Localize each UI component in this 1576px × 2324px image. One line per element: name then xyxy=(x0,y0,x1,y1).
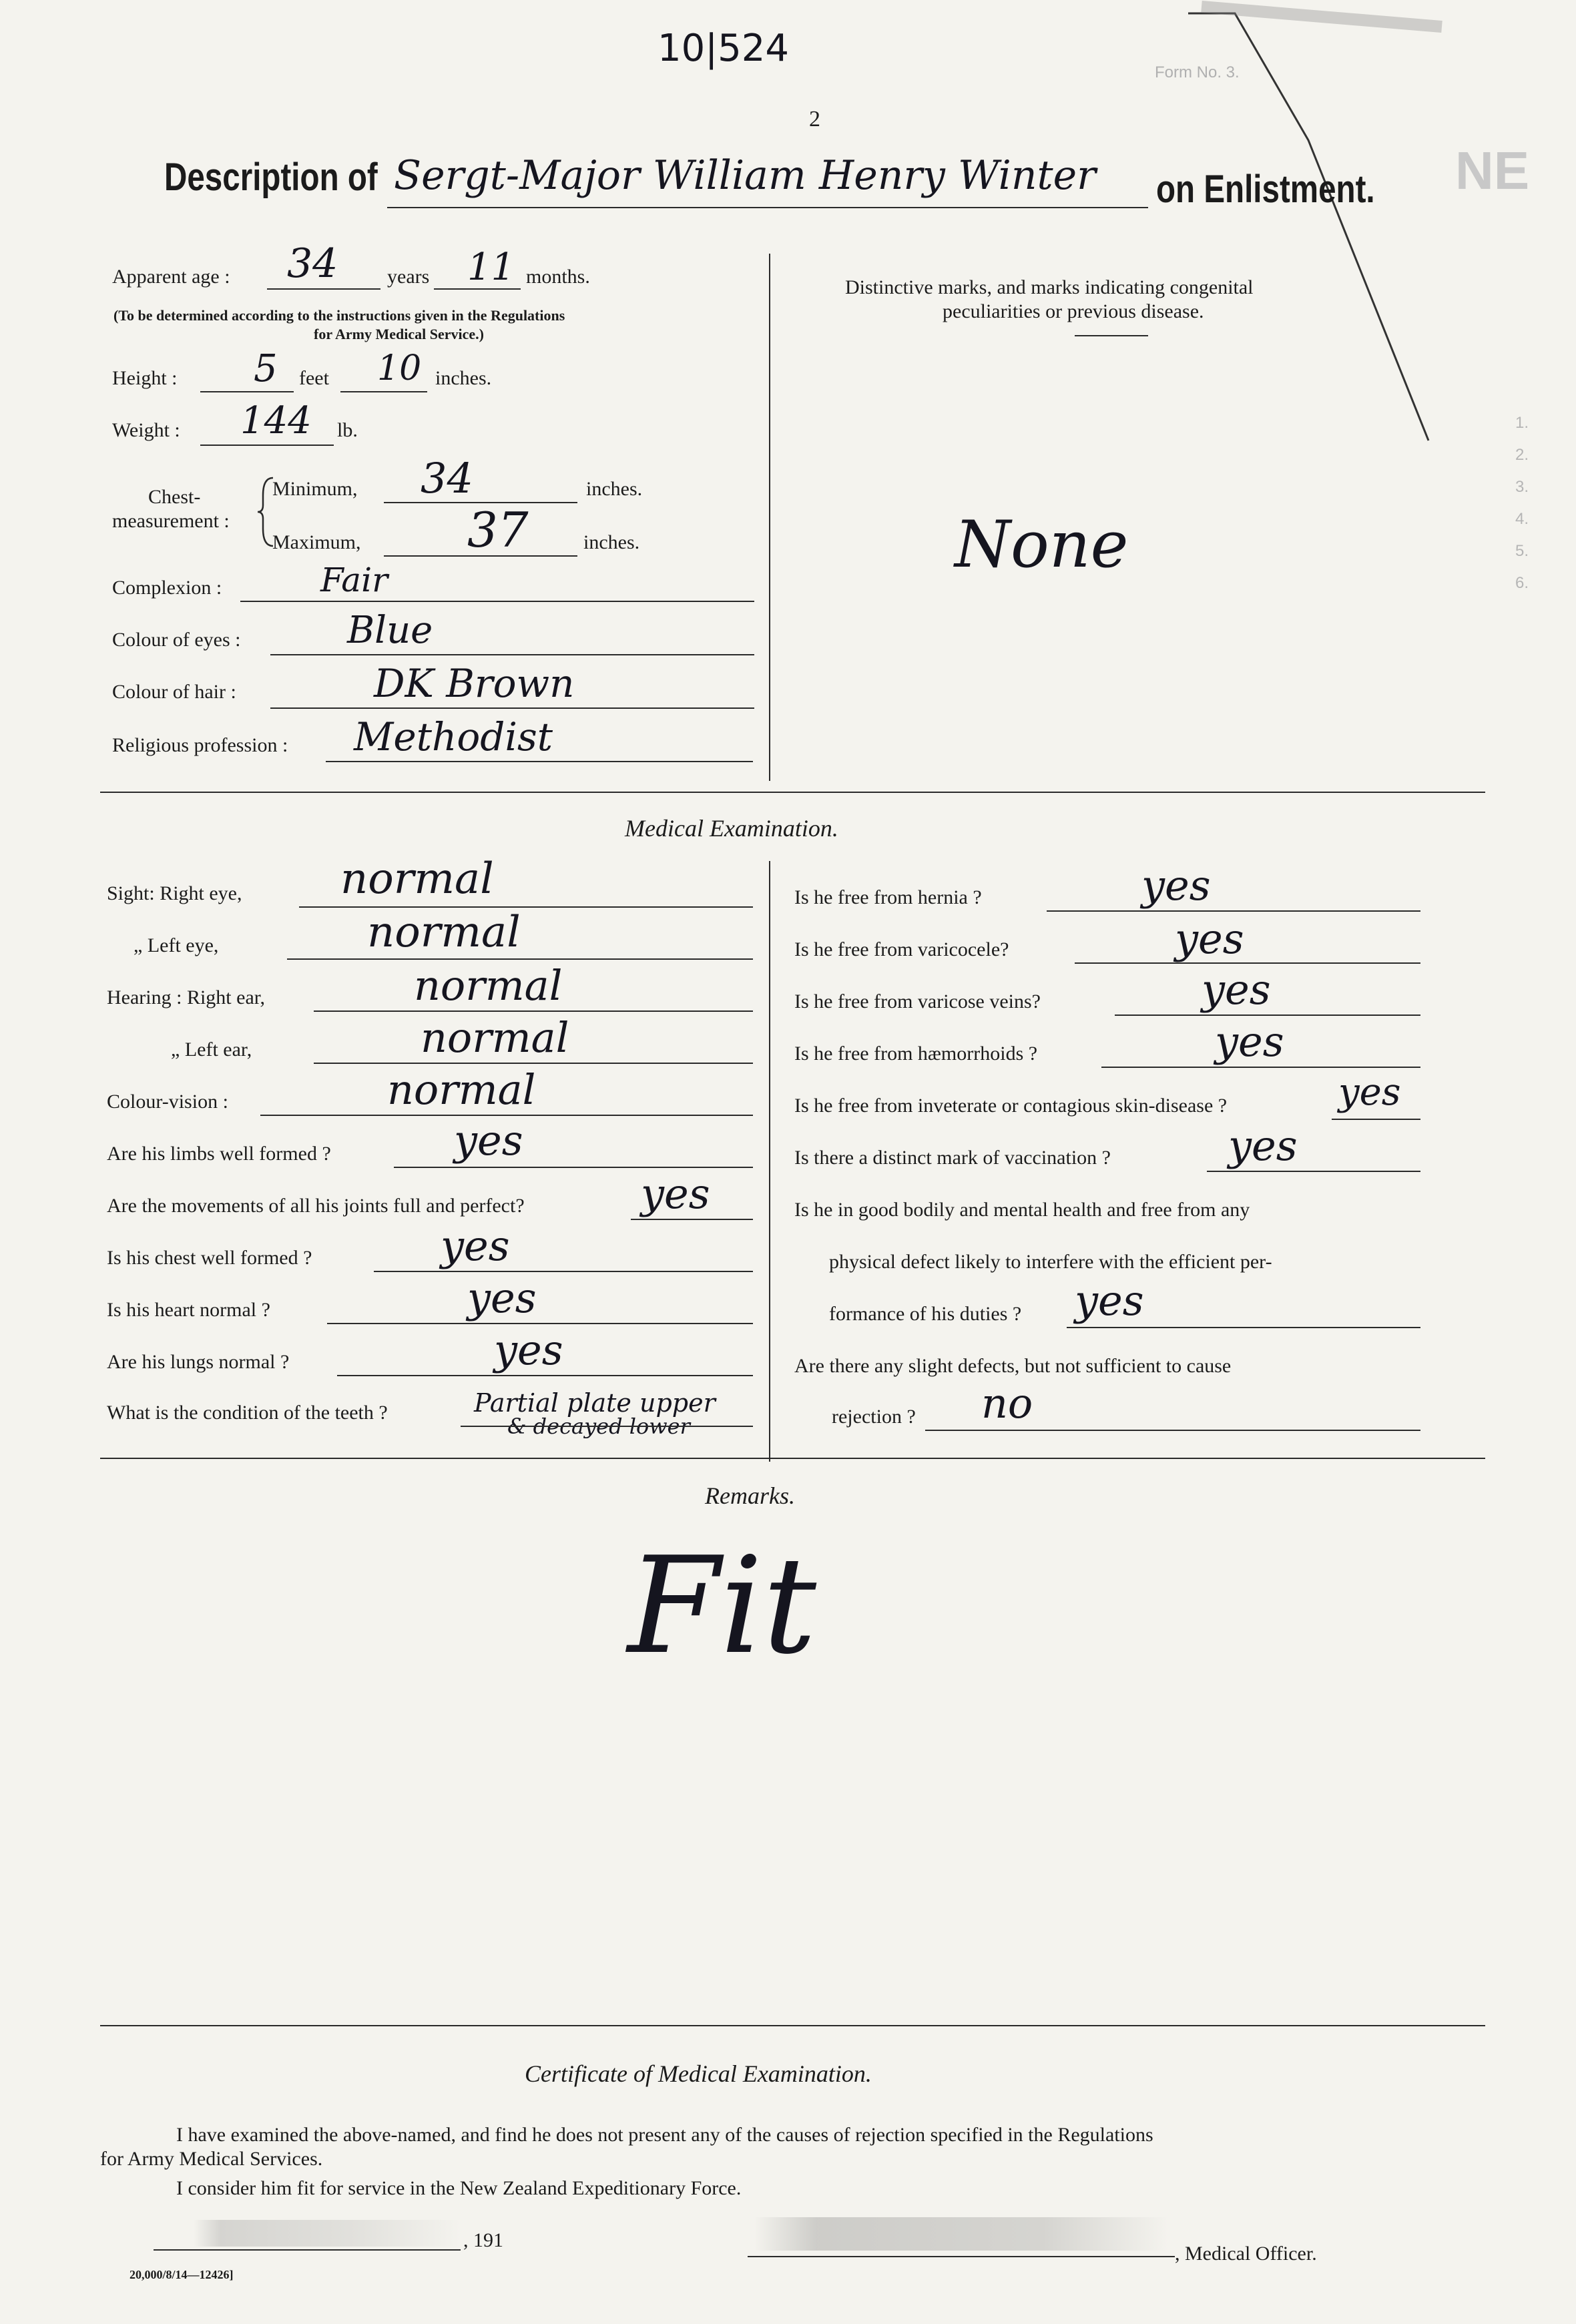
weight-label: Weight : xyxy=(112,419,180,441)
complexion-value: Fair xyxy=(320,561,388,599)
colour-vision-value: normal xyxy=(387,1065,536,1114)
chest-max-inches: inches. xyxy=(583,531,640,553)
joints-value: yes xyxy=(641,1169,710,1218)
distinctive-rule xyxy=(1075,335,1148,336)
age-months-line xyxy=(434,288,521,290)
eyes-line xyxy=(270,654,754,655)
vaccination-label: Is there a distinct mark of vaccination ? xyxy=(794,1147,1111,1169)
feet-label: feet xyxy=(299,367,329,389)
chest-label-2: measurement : xyxy=(112,510,230,532)
chest-max-line xyxy=(384,555,577,557)
chest-min: 34 xyxy=(421,454,473,503)
hearing-right-line xyxy=(314,1010,753,1012)
chest-min-label: Minimum, xyxy=(272,478,358,500)
lungs-line xyxy=(337,1375,753,1376)
lungs-value: yes xyxy=(494,1326,563,1374)
chest-min-inches: inches. xyxy=(586,478,643,500)
months-label: months. xyxy=(526,266,590,288)
hearing-right-value: normal xyxy=(414,961,563,1010)
height-feet: 5 xyxy=(254,347,278,390)
reference-number: 10|524 xyxy=(658,27,790,70)
varicose-value: yes xyxy=(1202,965,1271,1014)
hernia-value: yes xyxy=(1141,861,1211,910)
religion-line xyxy=(326,761,753,762)
varicose-line xyxy=(1115,1014,1420,1016)
age-months: 11 xyxy=(467,246,515,289)
chest-max: 37 xyxy=(467,502,529,558)
hernia-label: Is he free from hernia ? xyxy=(794,886,982,908)
health-question-1: Is he in good bodily and mental health and free from any xyxy=(794,1199,1250,1221)
defects-question-2: rejection ? xyxy=(832,1406,916,1428)
remarks-value: Fit xyxy=(627,1528,817,1684)
joints-line xyxy=(631,1219,753,1220)
weight-line xyxy=(200,445,334,446)
health-question-3: formance of his duties ? xyxy=(829,1303,1022,1325)
page-number: 2 xyxy=(809,107,820,131)
health-value: yes xyxy=(1075,1276,1144,1325)
section-rule-2 xyxy=(100,1458,1485,1459)
heart-value: yes xyxy=(467,1273,537,1322)
chest-max-label: Maximum, xyxy=(272,531,361,553)
officer-signature-faint xyxy=(754,2217,1168,2251)
age-note-1: (To be determined according to the instructions given in the Regulations xyxy=(113,307,565,324)
joints-label: Are the movements of all his joints full and perfect? xyxy=(107,1195,525,1217)
health-question-2: physical defect likely to interfere with the efficient per- xyxy=(829,1251,1272,1273)
distinctive-heading-1: Distinctive marks, and marks indicating congenital xyxy=(845,276,1254,298)
description-divider xyxy=(769,254,770,781)
vaccination-value: yes xyxy=(1228,1121,1298,1170)
chest-formed-line xyxy=(374,1271,753,1272)
colour-vision-label: Colour-vision : xyxy=(107,1091,228,1113)
hearing-right-label: Hearing : Right ear, xyxy=(107,986,266,1008)
heart-line xyxy=(327,1323,753,1324)
weight-value: 144 xyxy=(240,399,312,443)
medical-officer-label: , Medical Officer. xyxy=(1175,2243,1317,2265)
hair-label: Colour of hair : xyxy=(112,681,236,703)
hair-value: DK Brown xyxy=(374,661,575,706)
form-title-prefix: Description of xyxy=(164,156,378,199)
sight-right-value: normal xyxy=(340,854,494,904)
certificate-para-1b: for Army Medical Services. xyxy=(100,2148,323,2170)
limbs-label: Are his limbs well formed ? xyxy=(107,1143,331,1165)
distinctive-value: None xyxy=(955,507,1129,582)
hair-line xyxy=(270,707,754,709)
bleed-through-marks: NE xyxy=(1455,141,1530,200)
heart-label: Is his heart normal ? xyxy=(107,1299,270,1321)
complexion-label: Complexion : xyxy=(112,577,222,599)
bleed-through-list: 1. 2. 3. 4. 5. 6. xyxy=(1515,414,1529,592)
chest-formed-value: yes xyxy=(441,1221,510,1270)
inches-label: inches. xyxy=(435,367,492,389)
teeth-value-2: & decayed lower xyxy=(507,1414,690,1439)
height-feet-line xyxy=(200,391,294,392)
soldier-name: Sergt-Major William Henry Winter xyxy=(394,152,1096,199)
skin-disease-label: Is he free from inveterate or contagious skin-disease ? xyxy=(794,1095,1228,1117)
years-label: years xyxy=(387,266,430,288)
health-line xyxy=(1067,1327,1420,1328)
varicocele-line xyxy=(1075,962,1420,964)
height-inches: 10 xyxy=(377,348,422,388)
section-rule-1 xyxy=(100,792,1485,793)
form-title-suffix: on Enlistment. xyxy=(1156,168,1375,211)
age-label: Apparent age : xyxy=(112,266,230,288)
age-note-2: for Army Medical Service.) xyxy=(314,326,484,342)
hearing-left-line xyxy=(314,1063,753,1064)
date-stamp-faint xyxy=(194,2220,461,2247)
height-inches-line xyxy=(340,391,427,392)
haemorrhoids-value: yes xyxy=(1215,1017,1284,1066)
sight-left-line xyxy=(287,958,753,960)
religion-value: Methodist xyxy=(354,714,553,760)
limbs-value: yes xyxy=(454,1116,523,1165)
age-years: 34 xyxy=(287,240,338,287)
varicocele-value: yes xyxy=(1175,914,1244,963)
height-label: Height : xyxy=(112,367,178,389)
sight-left-value: normal xyxy=(367,908,521,957)
year-label: , 191 xyxy=(463,2229,503,2251)
certificate-heading: Certificate of Medical Examination. xyxy=(525,2060,872,2087)
lb-label: lb. xyxy=(337,419,358,441)
medical-heading: Medical Examination. xyxy=(625,815,838,842)
remarks-heading: Remarks. xyxy=(705,1482,795,1509)
distinctive-heading-2: peculiarities or previous disease. xyxy=(943,300,1204,322)
section-rule-3 xyxy=(100,2025,1485,2026)
defects-question-1: Are there any slight defects, but not sufficient to cause xyxy=(794,1355,1232,1377)
haemorrhoids-line xyxy=(1101,1067,1420,1068)
signature-line xyxy=(748,2256,1175,2257)
sight-left-label: „ Left eye, xyxy=(134,934,219,956)
hernia-line xyxy=(1047,910,1420,912)
form-number: Form No. 3. xyxy=(1155,63,1240,81)
complexion-line xyxy=(240,601,754,602)
eyes-label: Colour of eyes : xyxy=(112,629,241,651)
date-line xyxy=(154,2249,461,2251)
certificate-para-1a: I have examined the above-named, and find he does not present any of the causes of rejection specified in the Regulations xyxy=(176,2124,1153,2146)
medical-divider xyxy=(769,861,770,1462)
varicocele-label: Is he free from varicocele? xyxy=(794,938,1009,960)
skin-disease-line xyxy=(1332,1119,1420,1120)
age-years-line xyxy=(267,288,380,290)
haemorrhoids-label: Is he free from hæmorrhoids ? xyxy=(794,1043,1038,1065)
hearing-left-value: normal xyxy=(421,1013,569,1062)
chest-formed-label: Is his chest well formed ? xyxy=(107,1247,312,1269)
lungs-label: Are his lungs normal ? xyxy=(107,1351,290,1373)
name-underline xyxy=(387,207,1148,208)
teeth-line xyxy=(461,1426,753,1427)
skin-disease-value: yes xyxy=(1338,1071,1401,1114)
defects-value: no xyxy=(981,1379,1033,1428)
sight-right-label: Sight: Right eye, xyxy=(107,882,242,904)
limbs-line xyxy=(394,1167,753,1168)
defects-line xyxy=(925,1430,1420,1431)
vaccination-line xyxy=(1207,1171,1420,1172)
certificate-para-2: I consider him fit for service in the New Zealand Expeditionary Force. xyxy=(176,2177,742,2199)
varicose-label: Is he free from varicose veins? xyxy=(794,990,1041,1012)
teeth-label: What is the condition of the teeth ? xyxy=(107,1402,388,1424)
chest-label-1: Chest- xyxy=(148,486,201,508)
print-code: 20,000/8/14—12426] xyxy=(129,2268,234,2281)
teeth-value: Partial plate upper xyxy=(474,1388,716,1418)
eyes-value: Blue xyxy=(347,609,433,652)
religion-label: Religious profession : xyxy=(112,734,288,756)
hearing-left-label: „ Left ear, xyxy=(171,1039,252,1061)
